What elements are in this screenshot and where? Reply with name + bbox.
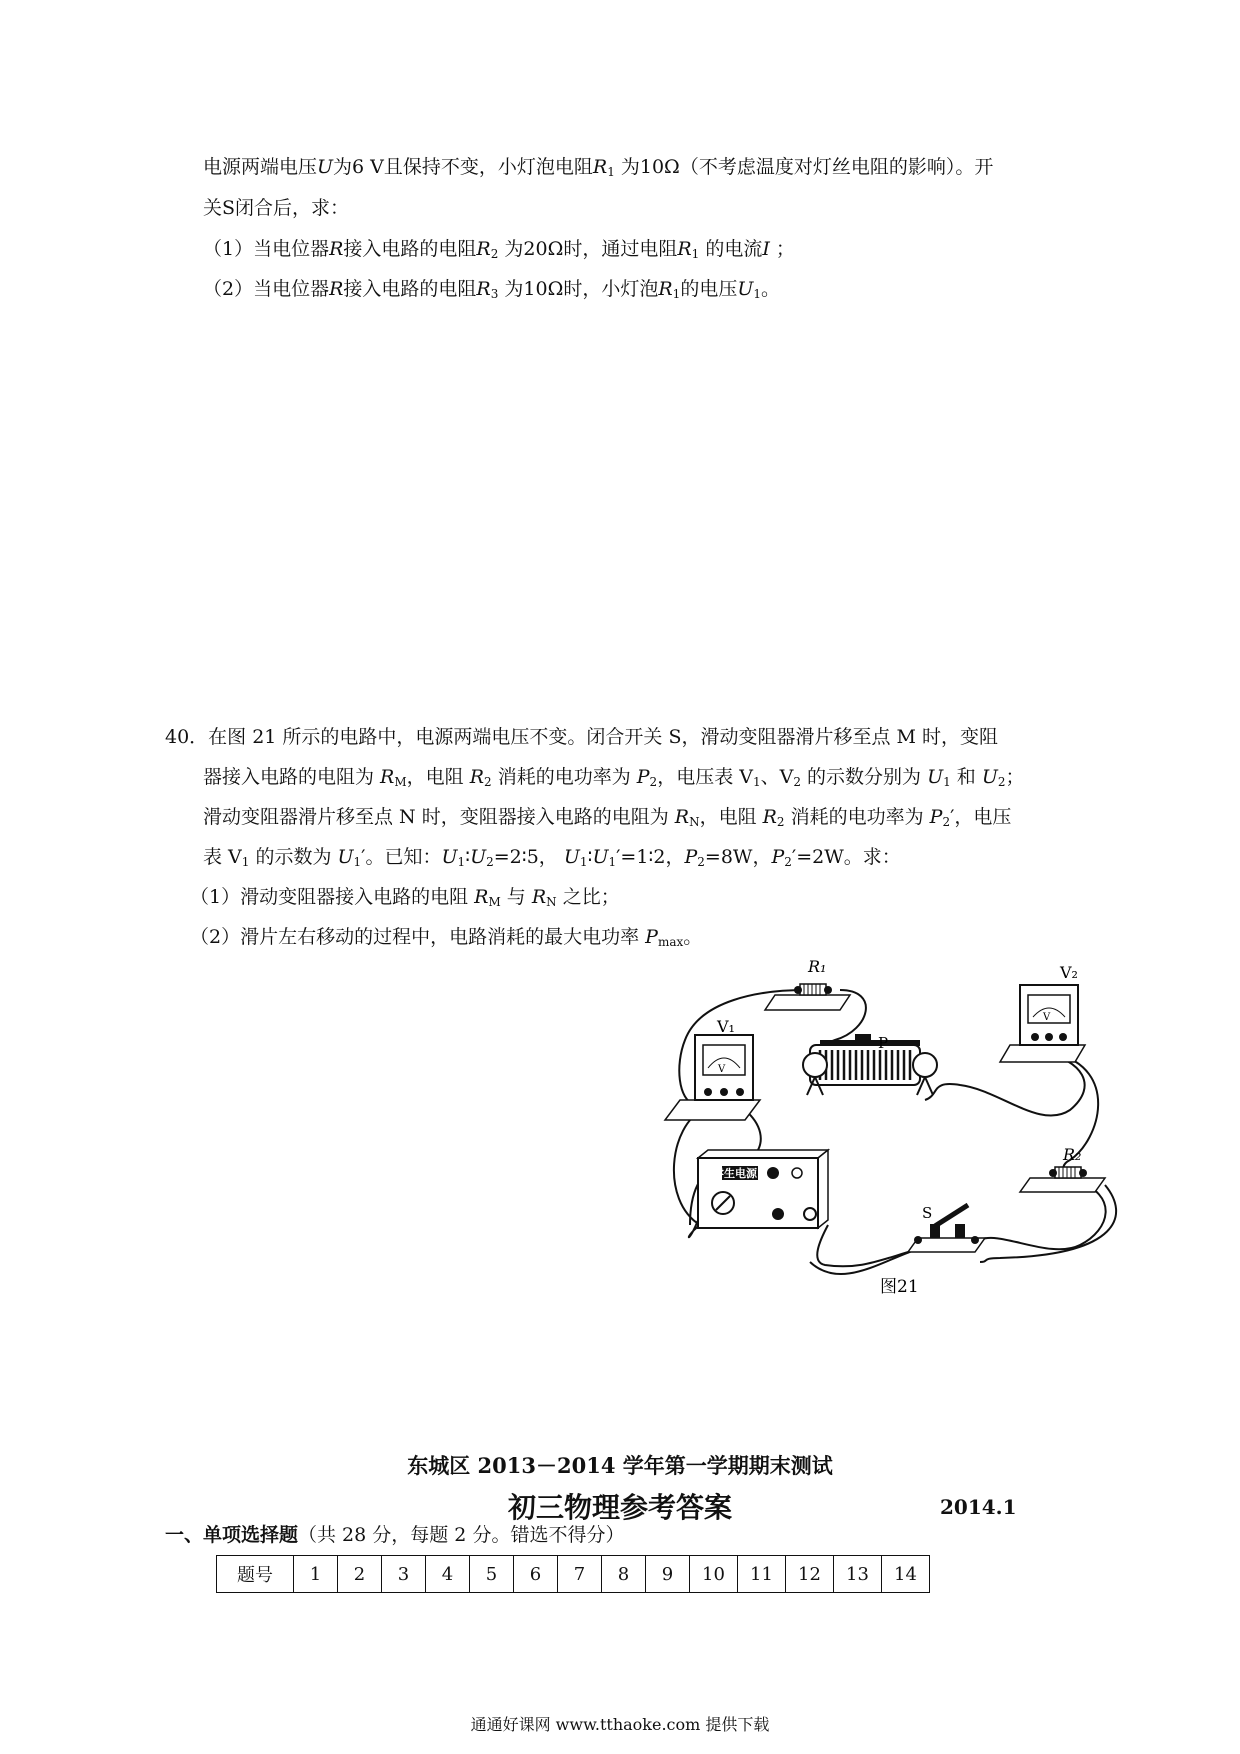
table-cell: 14	[882, 1556, 930, 1593]
table-cell: 3	[382, 1556, 426, 1593]
q40-line3: 滑动变阻器滑片移至点 N 时，变阻器接入电路的电阻为 $R_N$，电阻 $R_2$ 消耗的电功率为 $P_2'$，电压	[203, 806, 1012, 829]
wire	[980, 1185, 1116, 1262]
q40-line1: 40．在图 21 所示的电路中，电源两端电压不变。闭合开关 S，滑动变阻器滑片移至点 M 时，变阻	[165, 726, 999, 748]
table-cell: 9	[646, 1556, 690, 1593]
table-cell: 12	[786, 1556, 834, 1593]
table-cell: 1	[294, 1556, 338, 1593]
table-cell: 7	[558, 1556, 602, 1593]
q40-line2: 器接入电路的电阻为 $R_M$，电阻 $R_2$ 消耗的电功率为 $P_2$，电压表 $V_1$、$V_2$ 的示数分别为 $U_1$ 和 $U_2$；	[203, 766, 1025, 789]
table-cell: 10	[690, 1556, 738, 1593]
table-cell: 6	[514, 1556, 558, 1593]
q39-line2: 关S闭合后，求：	[203, 197, 350, 219]
figure-caption: 图21	[880, 1277, 919, 1297]
answer-table	[216, 1555, 930, 1593]
svg-text:V: V	[1043, 1012, 1051, 1023]
table-cell: 13	[834, 1556, 882, 1593]
voltmeter-v2	[1000, 985, 1085, 1062]
wire	[817, 1225, 915, 1266]
sliding-rheostat	[803, 1034, 937, 1095]
svg-text:V: V	[718, 1064, 726, 1075]
label-s: S	[922, 1204, 933, 1222]
section1-heading: 一、单项选择题（共 28 分，每题 2 分。错选不得分）	[165, 1524, 625, 1546]
q40-sub1: （1）滑动变阻器接入电路的电阻 $R_M$ 与 $R_N$ 之比；	[190, 886, 620, 909]
table-cell: 2	[338, 1556, 382, 1593]
q39-line1: 电源两端电压U为6 V且保持不变，小灯泡电阻$R_1$ 为10Ω（不考虑温度对灯丝电阻的影响）。开	[203, 156, 994, 179]
q39-sub2: （2）当电位器R接入电路的电阻$R_3$ 为10Ω时，小灯泡$R_1$的电压$U_1$。	[203, 278, 780, 301]
table-cell: 11	[738, 1556, 786, 1593]
page-footer: 通通好课网 www.tthaoke.com 提供下载	[470, 1715, 770, 1734]
answers-title-line1: 东城区 2013－2014 学年第一学期期末测试	[407, 1453, 833, 1478]
power-supply	[698, 1150, 828, 1228]
table-cell: 4	[426, 1556, 470, 1593]
q39-sub1: （1）当电位器R接入电路的电阻$R_2$ 为20Ω时，通过电阻$R_1$ 的电流I ；	[203, 238, 795, 261]
q40-line4: 表 $V_1$ 的示数为 $U_1'$。已知：$U_1∶U_2=2∶5$， $U_1∶U_1'=1∶2$，$P_2=8W$，$P_2'=2W$。求：	[203, 846, 901, 869]
label-r2: R₂	[1063, 1145, 1082, 1164]
label-p: P	[878, 1034, 889, 1052]
switch-s	[908, 1205, 985, 1252]
resistor-r2	[1020, 1167, 1105, 1192]
answers-date: 2014.1	[940, 1495, 1017, 1519]
resistor-r1	[765, 984, 850, 1010]
label-v2: V₂	[1060, 963, 1078, 982]
power-supply-label: 学生电源	[713, 1167, 757, 1180]
table-cell: 5	[470, 1556, 514, 1593]
table-header-cell: 题号	[217, 1556, 294, 1593]
label-v1: V₁	[717, 1017, 735, 1036]
q40-sub2: （2）滑片左右移动的过程中，电路消耗的最大电功率 $P_{max}$。	[190, 926, 703, 949]
table-cell: 8	[602, 1556, 646, 1593]
wire	[810, 1250, 915, 1274]
answers-title-line2: 初三物理参考答案	[507, 1491, 732, 1524]
label-r1: R₁	[808, 957, 827, 976]
